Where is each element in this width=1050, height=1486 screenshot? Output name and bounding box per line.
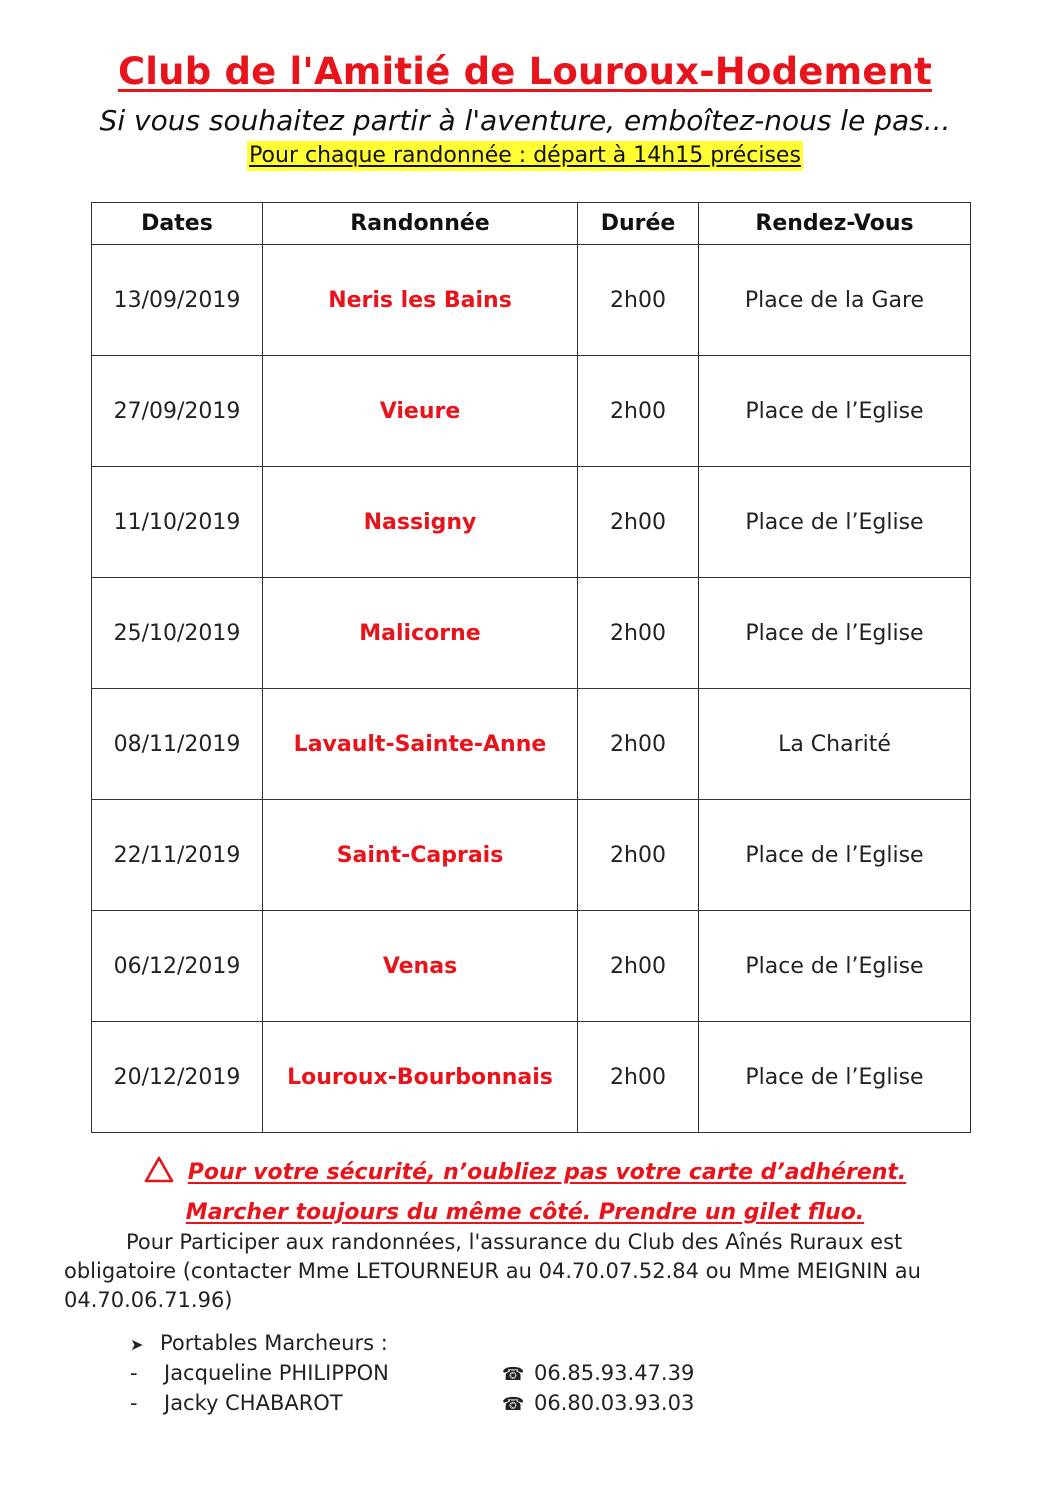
table-row bbox=[92, 689, 971, 800]
club-title: Club de l'Amitié de Louroux-Hodement bbox=[117, 50, 933, 93]
walkers-heading: Portables Marcheurs : bbox=[160, 1331, 388, 1355]
warning-triangle-icon bbox=[144, 1156, 174, 1195]
telephone-icon: ☎ bbox=[502, 1394, 525, 1415]
duration-cell: 2h00 bbox=[578, 356, 699, 467]
hike-cell: Saint-Caprais bbox=[263, 800, 578, 911]
duration-cell: 2h00 bbox=[578, 467, 699, 578]
column-header-meeting: Rendez-Vous bbox=[699, 203, 971, 245]
date-cell: 25/10/2019 bbox=[92, 578, 263, 689]
meeting-cell: Place de l’Eglise bbox=[699, 467, 971, 578]
safety-line-1: Pour votre sécurité, n’oubliez pas votre carte d’adhérent. bbox=[187, 1160, 907, 1185]
duration-cell: 2h00 bbox=[578, 689, 699, 800]
hike-cell: Lavault-Sainte-Anne bbox=[263, 689, 578, 800]
table-row bbox=[92, 245, 971, 356]
hike-cell: Venas bbox=[263, 911, 578, 1022]
duration-cell: 2h00 bbox=[578, 911, 699, 1022]
date-cell: 13/09/2019 bbox=[92, 245, 263, 356]
table-row bbox=[92, 356, 971, 467]
subtitle: Si vous souhaitez partir à l'aventure, emboîtez-nous le pas... bbox=[99, 104, 951, 137]
hike-cell: Louroux-Bourbonnais bbox=[263, 1022, 578, 1133]
duration-cell: 2h00 bbox=[578, 1022, 699, 1133]
table-row bbox=[92, 467, 971, 578]
hike-cell: Neris les Bains bbox=[263, 245, 578, 356]
date-cell: 06/12/2019 bbox=[92, 911, 263, 1022]
date-cell: 20/12/2019 bbox=[92, 1022, 263, 1133]
table-row bbox=[92, 800, 971, 911]
departure-notice: Pour chaque randonnée : départ à 14h15 précises bbox=[247, 141, 803, 171]
safety-line-1-wrapper bbox=[0, 1155, 1050, 1195]
contact-phone-wrapper bbox=[502, 1358, 694, 1390]
meeting-cell: Place de l’Eglise bbox=[699, 911, 971, 1022]
contact-name: Jacqueline PHILIPPON bbox=[164, 1361, 389, 1385]
list-item bbox=[130, 1388, 830, 1418]
table-row bbox=[92, 578, 971, 689]
column-header-dates: Dates bbox=[92, 203, 263, 245]
safety-line-2: Marcher toujours du même côté. Prendre un gilet fluo. bbox=[185, 1200, 865, 1225]
notice-wrapper bbox=[0, 141, 1050, 171]
contact-name: Jacky CHABAROT bbox=[164, 1391, 343, 1415]
walkers-heading-row bbox=[130, 1328, 830, 1358]
hike-cell: Nassigny bbox=[263, 467, 578, 578]
meeting-cell: Place de la Gare bbox=[699, 245, 971, 356]
column-header-duration: Durée bbox=[578, 203, 699, 245]
date-cell: 22/11/2019 bbox=[92, 800, 263, 911]
date-cell: 11/10/2019 bbox=[92, 467, 263, 578]
duration-cell: 2h00 bbox=[578, 800, 699, 911]
list-bullet: - bbox=[130, 1361, 138, 1385]
walkers-section bbox=[130, 1328, 830, 1418]
safety-warning bbox=[0, 1155, 1050, 1231]
column-header-hike: Randonnée bbox=[263, 203, 578, 245]
table-header-row bbox=[92, 203, 971, 245]
telephone-icon: ☎ bbox=[502, 1364, 525, 1385]
duration-cell: 2h00 bbox=[578, 578, 699, 689]
list-item bbox=[130, 1358, 830, 1388]
meeting-cell: Place de l’Eglise bbox=[699, 578, 971, 689]
table-row bbox=[92, 1022, 971, 1133]
contact-phone: 06.85.93.47.39 bbox=[534, 1361, 695, 1385]
date-cell: 08/11/2019 bbox=[92, 689, 263, 800]
hike-cell: Malicorne bbox=[263, 578, 578, 689]
hike-cell: Vieure bbox=[263, 356, 578, 467]
date-cell: 27/09/2019 bbox=[92, 356, 263, 467]
meeting-cell: Place de l’Eglise bbox=[699, 356, 971, 467]
arrow-bullet-icon: ➤ bbox=[130, 1335, 144, 1354]
duration-cell: 2h00 bbox=[578, 245, 699, 356]
contact-phone-wrapper bbox=[502, 1388, 694, 1420]
list-bullet: - bbox=[130, 1391, 138, 1415]
insurance-paragraph: Pour Participer aux randonnées, l'assurance du Club des Aînés Ruraux est obligatoire (contacter Mme LETOURNEUR au 04.70.07.52.84 ou Mme MEIGNIN au 04.70.06.71.96) bbox=[64, 1230, 921, 1312]
meeting-cell: Place de l’Eglise bbox=[699, 800, 971, 911]
schedule-table bbox=[91, 202, 971, 1133]
table-row bbox=[92, 911, 971, 1022]
contact-phone: 06.80.03.93.03 bbox=[534, 1391, 695, 1415]
meeting-cell: La Charité bbox=[699, 689, 971, 800]
meeting-cell: Place de l’Eglise bbox=[699, 1022, 971, 1133]
